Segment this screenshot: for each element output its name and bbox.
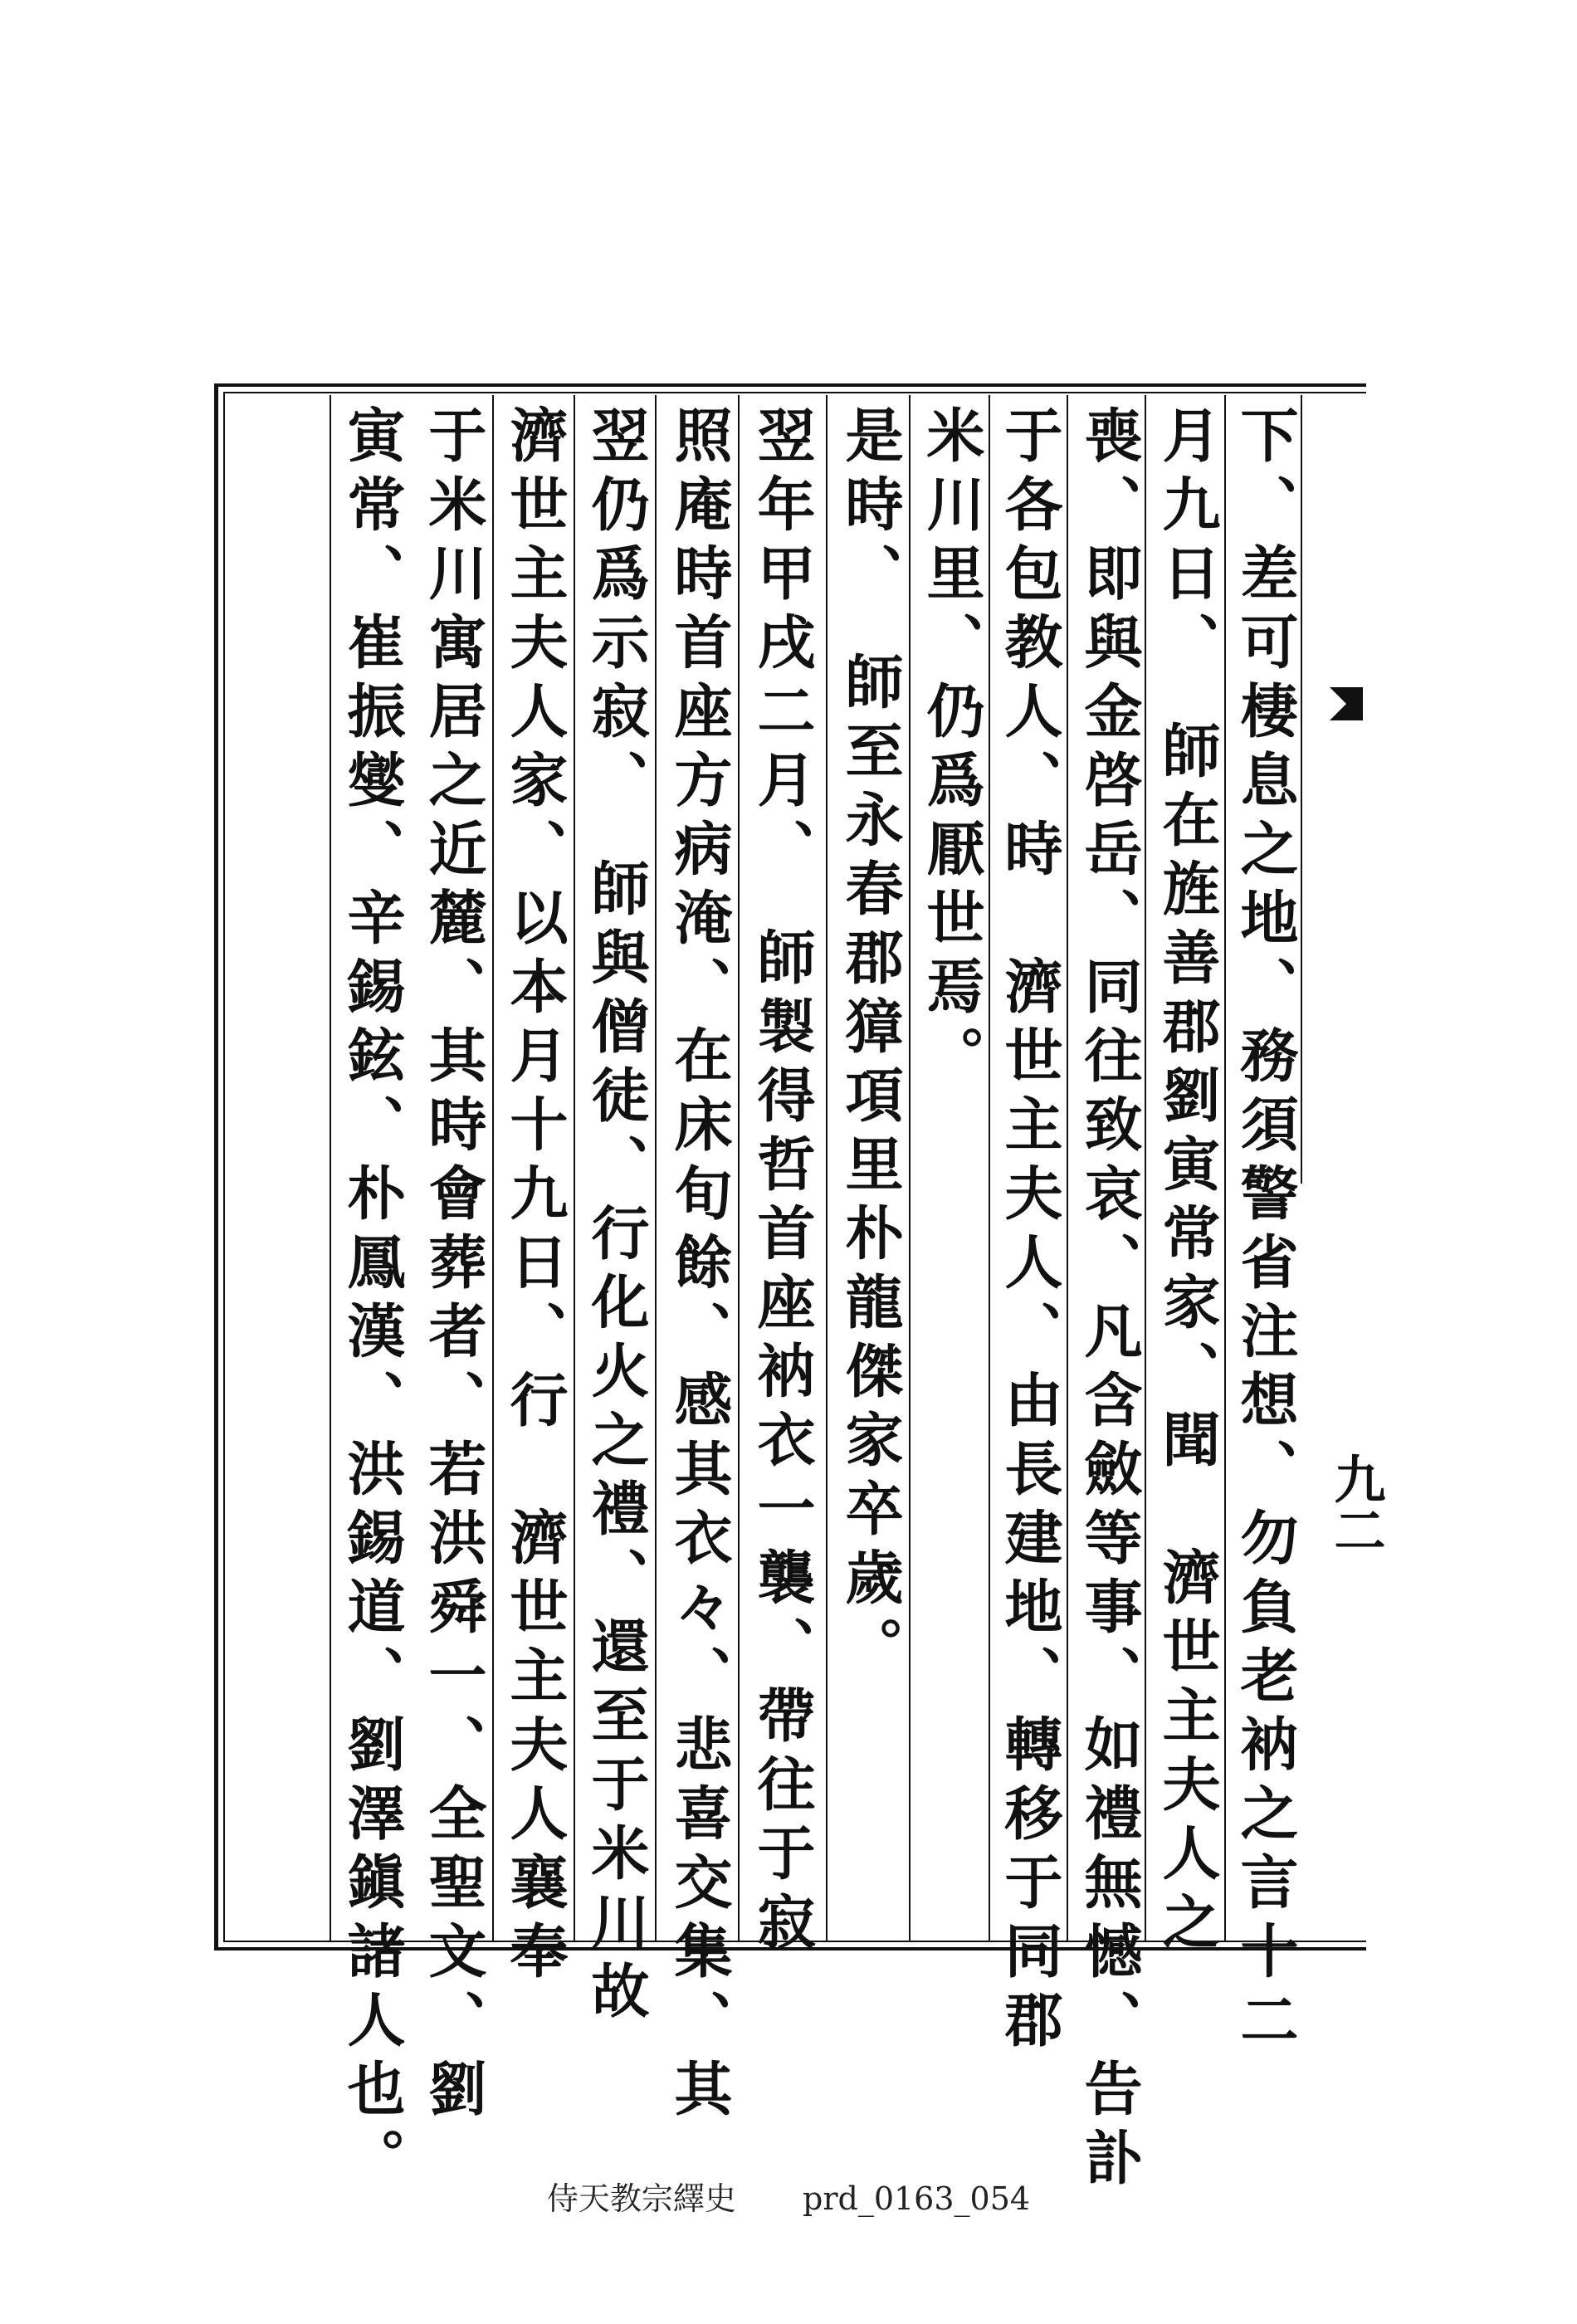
text-column-8: 照庵時首座方病淹、在床旬餘、感其衣々、悲喜交集、其	[665, 405, 734, 2127]
text-column-4: 于各包教人、時 濟世主夫人、由長建地、轉移于同郡	[995, 405, 1064, 2058]
page-number: 九二	[1326, 1452, 1386, 1555]
text-column-6: 是時、 師至永春郡獐項里朴龍傑家卒歲。	[836, 405, 905, 1685]
image-id: prd_0163_054	[803, 2180, 1031, 2217]
column-rule	[826, 395, 828, 1941]
book-title: 侍天教宗繹史	[546, 2180, 736, 2217]
frame-inner-border	[223, 392, 225, 1942]
column-rule	[492, 395, 494, 1941]
column-rule	[330, 395, 331, 1941]
text-column-12: 寅常、崔振燮、辛錫鉉、朴鳳漢、洪錫道、劉澤鎭諸人也。	[338, 405, 407, 2196]
text-frame	[214, 383, 1366, 2196]
footer	[0, 2173, 1577, 2219]
text-column-7: 翌年甲戌二月、 師製得哲首座衲衣一襲、帶往于寂	[748, 405, 817, 1960]
text-column-10: 濟世主夫人家、以本月十九日、行 濟世主夫人襄奉	[500, 405, 569, 1990]
text-column-3: 喪、即與金啓岳、同往致哀、凡含斂等事、如禮無憾、告訃	[1075, 405, 1144, 2196]
text-column-5: 米川里、仍爲厭世焉。	[917, 405, 986, 1094]
column-rule	[655, 395, 657, 1941]
text-column-2: 月九日、 師在旌善郡劉寅常家、聞 濟世主夫人之	[1153, 405, 1222, 1960]
text-column-11: 于米川寓居之近麓、其時會葬者、若洪舜一、全聖文、劉	[419, 405, 488, 2127]
column-rule	[909, 395, 911, 1941]
text-column-9: 翌仍爲示寂、 師與僧徒、行化火之禮、還至于米川故	[582, 405, 651, 2029]
column-rule	[738, 395, 740, 1941]
text-column-1: 下、差可棲息之地、務須警省注想、勿負老衲之言十二	[1231, 405, 1300, 2058]
column-rule	[574, 395, 575, 1941]
